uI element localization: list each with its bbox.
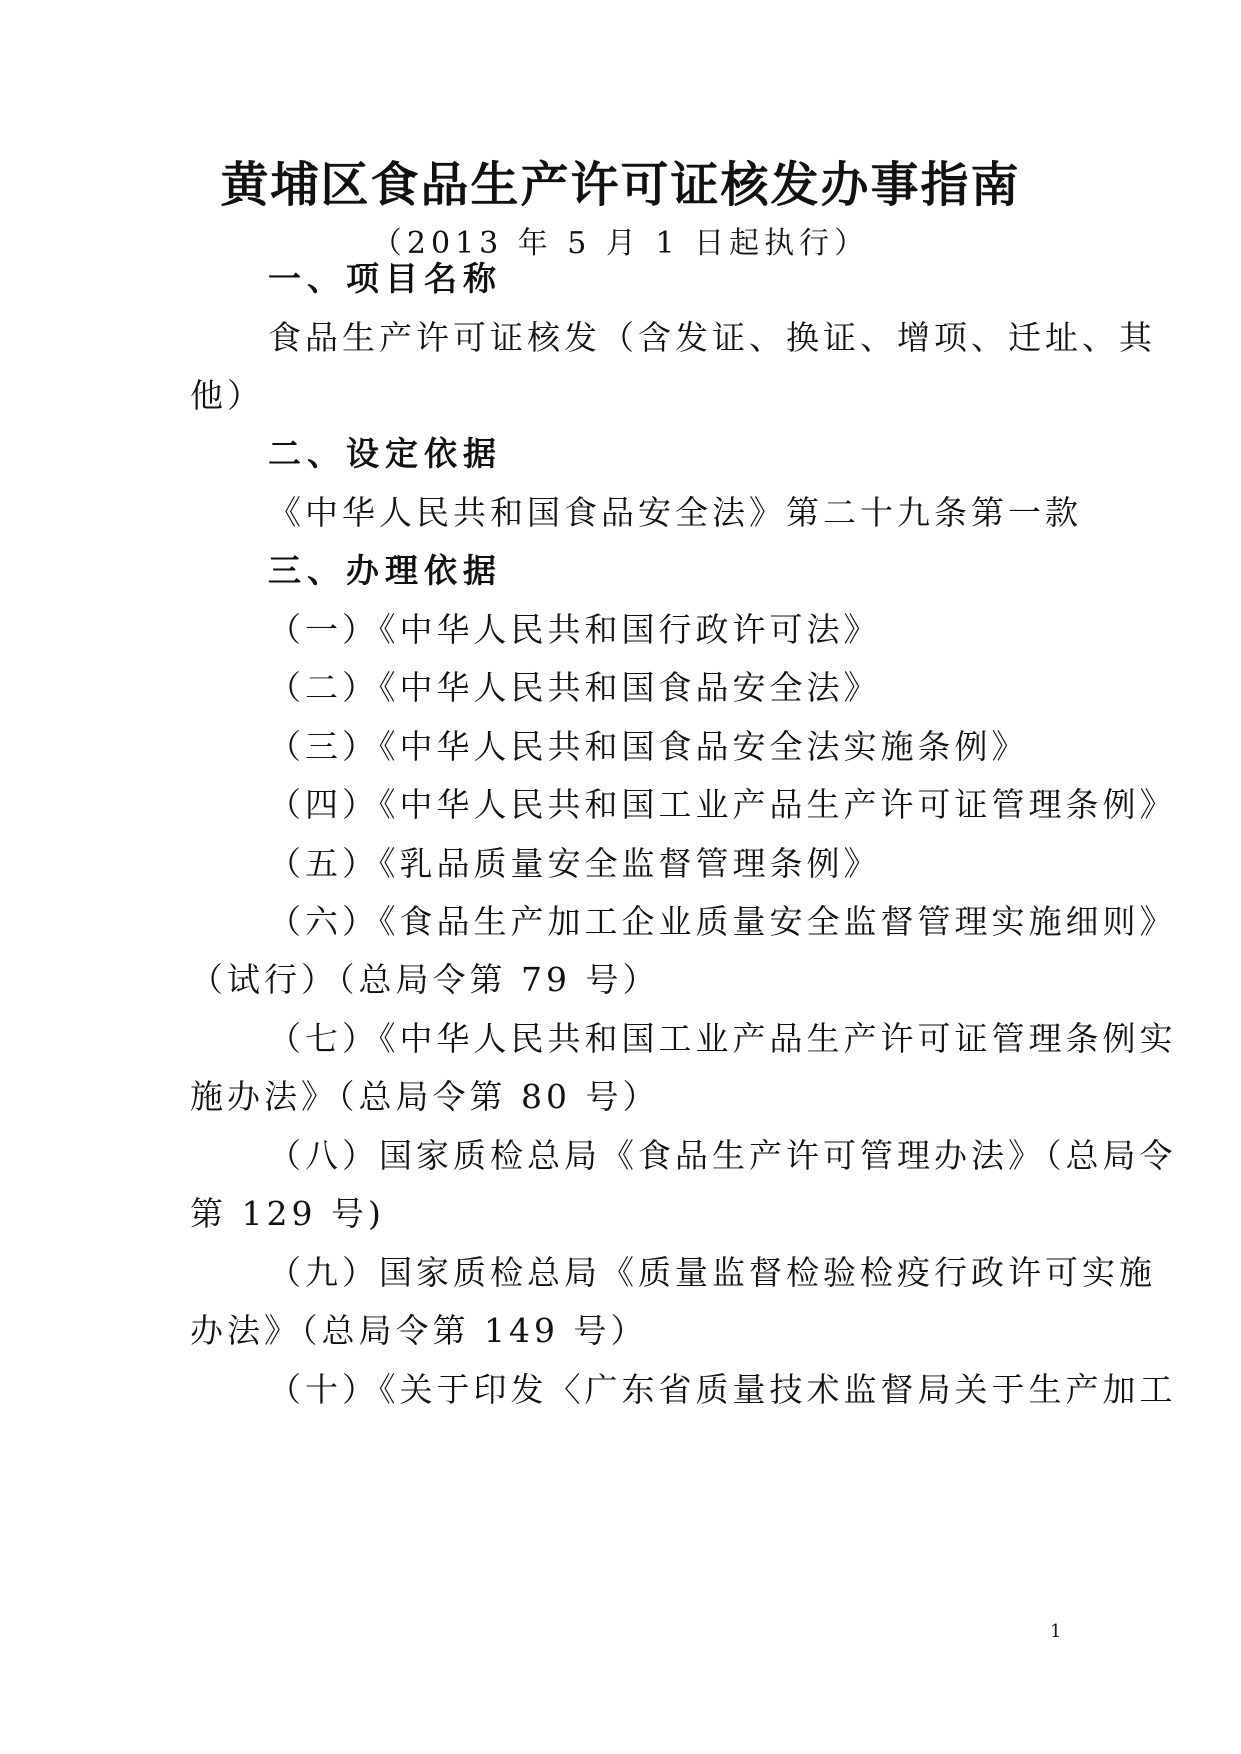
- list-item: （三）《中华人民共和国食品安全法实施条例》: [268, 727, 1029, 766]
- list-item: （五）《乳品质量安全监督管理条例》: [268, 844, 881, 883]
- list-item: （九）国家质检总局《质量监督检验检疫行政许可实施: [268, 1253, 1156, 1292]
- list-item-continuation: 办法》（总局令第 149 号）: [190, 1311, 648, 1350]
- section-text-project-name-line1: 食品生产许可证核发（含发证、换证、增项、迁址、其: [268, 318, 1156, 357]
- list-item: （一）《中华人民共和国行政许可法》: [268, 610, 881, 649]
- page-number: 1: [1050, 1621, 1062, 1642]
- list-item-continuation: （试行）（总局令第 79 号）: [190, 960, 660, 999]
- list-item-continuation: 施办法》（总局令第 80 号）: [190, 1077, 660, 1116]
- list-item: （七）《中华人民共和国工业产品生产许可证管理条例实: [268, 1019, 1177, 1058]
- section-heading-legal-basis: 二、设定依据: [268, 434, 502, 473]
- list-item-continuation: 第 129 号): [190, 1194, 385, 1233]
- list-item: （十）《关于印发〈广东省质量技术监督局关于生产加工: [268, 1370, 1177, 1409]
- list-item: （二）《中华人民共和国食品安全法》: [268, 668, 881, 707]
- list-item: （八）国家质检总局《食品生产许可管理办法》（总局令: [268, 1136, 1177, 1175]
- section-heading-handling-basis: 三、办理依据: [268, 551, 502, 590]
- section-heading-project-name: 一、项目名称: [268, 259, 502, 298]
- document-subtitle: （2013 年 5 月 1 日起执行）: [371, 226, 870, 261]
- list-item: （六）《食品生产加工企业质量安全监督管理实施细则》: [268, 902, 1177, 941]
- section-text-legal-basis: 《中华人民共和国食品安全法》第二十九条第一款: [268, 493, 1082, 532]
- document-title: 黄埔区食品生产许可证核发办事指南: [220, 157, 1021, 213]
- list-item: （四）《中华人民共和国工业产品生产许可证管理条例》: [268, 785, 1177, 824]
- section-text-project-name-line2: 他）: [190, 376, 264, 415]
